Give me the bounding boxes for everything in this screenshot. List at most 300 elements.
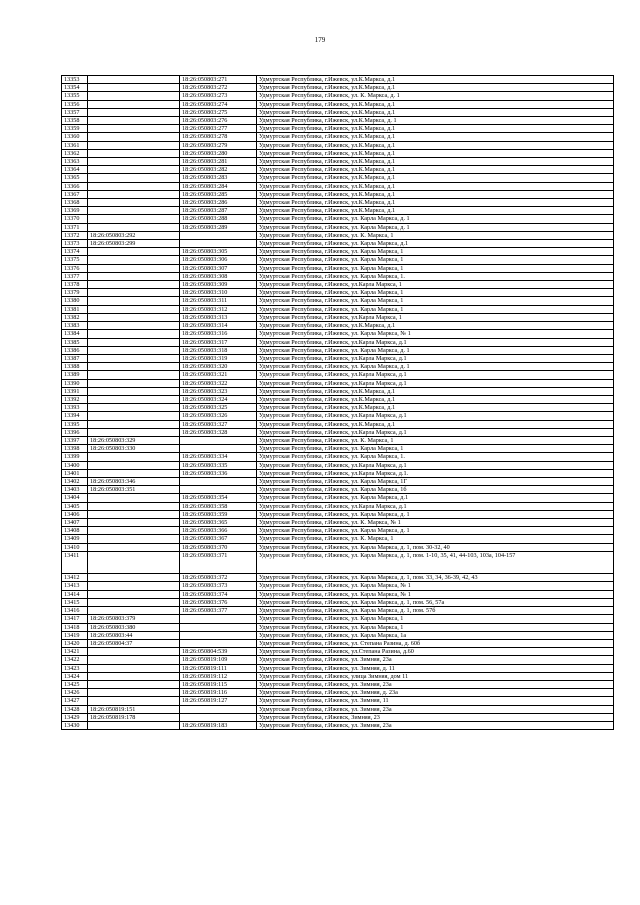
cadastral-number-b-cell: 18:26:050803:289 — [180, 223, 257, 231]
cadastral-number-b-cell — [180, 445, 257, 453]
cadastral-number-a-cell — [88, 313, 180, 321]
table-row — [62, 623, 614, 631]
row-number-cell: 13357 — [62, 108, 88, 116]
table-row — [62, 469, 614, 477]
address-cell: Удмуртская Республика, г.Ижевск, ул. Карла Маркса, 1 — [257, 248, 614, 256]
row-number-cell: 13404 — [62, 494, 88, 502]
table-row — [62, 199, 614, 207]
row-number-cell: 13430 — [62, 721, 88, 729]
address-cell: Удмуртская Республика, г.Ижевск, ул.Карла Маркса, д.1 — [257, 338, 614, 346]
row-number-cell: 13420 — [62, 639, 88, 647]
address-cell: Удмуртская Республика, г.Ижевск, ул.К.Маркса, д.1 — [257, 76, 614, 84]
address-cell: Удмуртская Республика, г.Ижевск, ул. К. Маркса, 1 — [257, 231, 614, 239]
table-row — [62, 215, 614, 223]
address-cell: Удмуртская Республика, г.Ижевск, ул.Карла Маркса, д.1 — [257, 412, 614, 420]
table-row — [62, 486, 614, 494]
cadastral-number-a-cell: 18:26:050819:178 — [88, 713, 180, 721]
table-row — [62, 379, 614, 387]
cadastral-number-b-cell — [180, 631, 257, 639]
table-row — [62, 615, 614, 623]
cadastral-number-b-cell: 18:26:050819:111 — [180, 664, 257, 672]
table-row — [62, 100, 614, 108]
cadastral-number-a-cell — [88, 680, 180, 688]
address-cell: Удмуртская Республика, г.Ижевск, ул. Карла Маркса, д. 1 — [257, 346, 614, 354]
cadastral-number-a-cell — [88, 420, 180, 428]
table-row — [62, 248, 614, 256]
cadastral-number-b-cell: 18:26:050803:321 — [180, 371, 257, 379]
row-number-cell: 13409 — [62, 535, 88, 543]
cadastral-number-b-cell: 18:26:050803:367 — [180, 535, 257, 543]
cadastral-number-a-cell — [88, 297, 180, 305]
address-cell: Удмуртская Республика, г.Ижевск, ул.К.Маркса, д.1 — [257, 174, 614, 182]
cadastral-number-a-cell — [88, 330, 180, 338]
cadastral-number-b-cell: 18:26:050803:308 — [180, 272, 257, 280]
row-number-cell: 13378 — [62, 281, 88, 289]
address-cell: Удмуртская Республика, г.Ижевск, ул.К.Маркса, д.1 — [257, 108, 614, 116]
row-number-cell: 13358 — [62, 117, 88, 125]
cadastral-number-b-cell: 18:26:050803:359 — [180, 510, 257, 518]
table-row — [62, 264, 614, 272]
table-row — [62, 551, 614, 574]
table-row — [62, 207, 614, 215]
row-number-cell: 13408 — [62, 527, 88, 535]
table-row — [62, 404, 614, 412]
table-row — [62, 527, 614, 535]
address-cell: Удмуртская Республика, г.Ижевск, ул. Зимняя, 23а — [257, 680, 614, 688]
address-cell: Удмуртская Республика, г.Ижевск, ул. Карла Маркса, 1 — [257, 615, 614, 623]
cadastral-number-b-cell: 18:26:050819:112 — [180, 672, 257, 680]
cadastral-number-b-cell: 18:26:050803:274 — [180, 100, 257, 108]
cadastral-number-b-cell: 18:26:050803:318 — [180, 346, 257, 354]
address-cell: Удмуртская Республика, г.Ижевск, ул. Карла Маркса, 1 — [257, 289, 614, 297]
cadastral-number-a-cell — [88, 141, 180, 149]
row-number-cell: 13390 — [62, 379, 88, 387]
cadastral-number-a-cell — [88, 305, 180, 313]
cadastral-number-a-cell — [88, 281, 180, 289]
address-cell: Удмуртская Республика, г.Ижевск, ул.К.Маркса, д.1 — [257, 141, 614, 149]
table-row — [62, 705, 614, 713]
table-row — [62, 574, 614, 582]
table-row — [62, 84, 614, 92]
address-cell: Удмуртская Республика, г.Ижевск, ул. Карла Маркса, д. 1, пом. 33, 34, 36-39, 42, 43 — [257, 574, 614, 582]
table-row — [62, 502, 614, 510]
cadastral-number-b-cell: 18:26:050803:325 — [180, 404, 257, 412]
address-cell: Удмуртская Республика, г.Ижевск, ул.Карла Маркса, д.1 — [257, 379, 614, 387]
cadastral-number-b-cell: 18:26:050803:377 — [180, 607, 257, 615]
cadastral-number-b-cell: 18:26:050803:371 — [180, 551, 257, 574]
cadastral-number-a-cell — [88, 158, 180, 166]
cadastral-number-b-cell: 18:26:050803:307 — [180, 264, 257, 272]
row-number-cell: 13368 — [62, 199, 88, 207]
address-cell: Удмуртская Республика, г.Ижевск, ул. Карла Маркса, д. 1, пом. 57б — [257, 607, 614, 615]
row-number-cell: 13428 — [62, 705, 88, 713]
table-row — [62, 166, 614, 174]
cadastral-number-a-cell — [88, 395, 180, 403]
cadastral-number-a-cell: 18:26:050803:346 — [88, 477, 180, 485]
table-row — [62, 190, 614, 198]
cadastral-number-a-cell — [88, 199, 180, 207]
cadastral-number-b-cell: 18:26:050803:334 — [180, 453, 257, 461]
row-number-cell: 13398 — [62, 445, 88, 453]
cadastral-number-b-cell: 18:26:050803:310 — [180, 289, 257, 297]
cadastral-number-b-cell: 18:26:050803:327 — [180, 420, 257, 428]
address-cell: Удмуртская Республика, г.Ижевск, ул. Карла Маркса, д.1 — [257, 240, 614, 248]
address-cell: Удмуртская Республика, г.Ижевск, ул.К.Маркса, д.1 — [257, 207, 614, 215]
address-cell: Удмуртская Республика, г.Ижевск, ул.К.Маркса, д.1 — [257, 182, 614, 190]
table-row — [62, 461, 614, 469]
address-cell: Удмуртская Республика, г.Ижевск, ул. Зимняя, 23а — [257, 705, 614, 713]
cadastral-number-a-cell: 18:26:050819:151 — [88, 705, 180, 713]
cadastral-number-b-cell: 18:26:050803:277 — [180, 125, 257, 133]
cadastral-number-b-cell: 18:26:050803:316 — [180, 330, 257, 338]
cadastral-number-b-cell — [180, 705, 257, 713]
cadastral-number-b-cell: 18:26:050819:183 — [180, 721, 257, 729]
cadastral-number-a-cell: 18:26:050803:329 — [88, 436, 180, 444]
row-number-cell: 13394 — [62, 412, 88, 420]
cadastral-number-b-cell: 18:26:050803:324 — [180, 395, 257, 403]
table-row — [62, 281, 614, 289]
table-row — [62, 607, 614, 615]
address-cell: Удмуртская Республика, г.Ижевск, ул. Карла Маркса, д. 1, пом. 56, 57а — [257, 598, 614, 606]
address-cell: Удмуртская Республика, г.Ижевск, ул.Карла Маркса, д.1 — [257, 502, 614, 510]
table-row — [62, 231, 614, 239]
table-row — [62, 272, 614, 280]
row-number-cell: 13370 — [62, 215, 88, 223]
address-cell: Удмуртская Республика, г.Ижевск, ул.Карла Маркса, д.1 — [257, 371, 614, 379]
cadastral-number-b-cell: 18:26:050803:373 — [180, 582, 257, 590]
row-number-cell: 13403 — [62, 486, 88, 494]
address-cell: Удмуртская Республика, г.Ижевск, ул.К.Маркса, д.1 — [257, 190, 614, 198]
cadastral-number-b-cell: 18:26:050819:115 — [180, 680, 257, 688]
table-row — [62, 182, 614, 190]
cadastral-number-a-cell — [88, 108, 180, 116]
cadastral-number-b-cell: 18:26:050819:127 — [180, 697, 257, 705]
row-number-cell: 13382 — [62, 313, 88, 321]
cadastral-number-b-cell: 18:26:050803:354 — [180, 494, 257, 502]
cadastral-number-b-cell: 18:26:050803:287 — [180, 207, 257, 215]
cadastral-number-a-cell — [88, 494, 180, 502]
cadastral-number-b-cell: 18:26:050803:374 — [180, 590, 257, 598]
table-row — [62, 305, 614, 313]
table-row — [62, 92, 614, 100]
address-cell: Удмуртская Республика, г.Ижевск, ул.К.Маркса, д.1 — [257, 199, 614, 207]
table-row — [62, 543, 614, 551]
cadastral-number-b-cell — [180, 623, 257, 631]
address-cell: Удмуртская Республика, г.Ижевск, ул. Зимняя, 23а — [257, 656, 614, 664]
cadastral-number-a-cell — [88, 264, 180, 272]
cadastral-number-a-cell — [88, 412, 180, 420]
row-number-cell: 13367 — [62, 190, 88, 198]
address-cell: Удмуртская Республика, г.Ижевск, ул. Карла Маркса, 1. — [257, 272, 614, 280]
row-number-cell: 13421 — [62, 648, 88, 656]
cadastral-number-b-cell: 18:26:050803:322 — [180, 379, 257, 387]
row-number-cell: 13392 — [62, 395, 88, 403]
address-cell: Удмуртская Республика, г.Ижевск, ул. Карла Маркса, д. 1 — [257, 527, 614, 535]
cadastral-number-b-cell — [180, 639, 257, 647]
cadastral-number-a-cell: 18:26:050803:330 — [88, 445, 180, 453]
cadastral-number-a-cell — [88, 174, 180, 182]
cadastral-number-b-cell: 18:26:050803:335 — [180, 461, 257, 469]
cadastral-number-b-cell: 18:26:050803:276 — [180, 117, 257, 125]
table-row — [62, 697, 614, 705]
cadastral-number-a-cell — [88, 256, 180, 264]
address-cell: Удмуртская Республика, г.Ижевск, ул. К. Маркса, 1 — [257, 535, 614, 543]
cadastral-number-a-cell — [88, 551, 180, 574]
row-number-cell: 13364 — [62, 166, 88, 174]
row-number-cell: 13381 — [62, 305, 88, 313]
cadastral-number-b-cell: 18:26:050803:328 — [180, 428, 257, 436]
cadastral-number-b-cell: 18:26:050819:116 — [180, 689, 257, 697]
row-number-cell: 13356 — [62, 100, 88, 108]
row-number-cell: 13373 — [62, 240, 88, 248]
table-row — [62, 445, 614, 453]
cadastral-number-b-cell: 18:26:050803:326 — [180, 412, 257, 420]
cadastral-number-b-cell: 18:26:050803:280 — [180, 149, 257, 157]
row-number-cell: 13391 — [62, 387, 88, 395]
address-cell: Удмуртская Республика, г.Ижевск, ул. Карла Маркса, д. 1 — [257, 363, 614, 371]
table-row — [62, 510, 614, 518]
cadastral-number-a-cell — [88, 543, 180, 551]
cadastral-number-a-cell — [88, 469, 180, 477]
cadastral-number-a-cell — [88, 656, 180, 664]
row-number-cell: 13387 — [62, 354, 88, 362]
table-row — [62, 363, 614, 371]
cadastral-number-b-cell: 18:26:050803:283 — [180, 174, 257, 182]
cadastral-number-a-cell — [88, 92, 180, 100]
row-number-cell: 13383 — [62, 322, 88, 330]
cadastral-number-b-cell: 18:26:050803:314 — [180, 322, 257, 330]
cadastral-number-a-cell — [88, 207, 180, 215]
table-row — [62, 713, 614, 721]
table-row — [62, 631, 614, 639]
table-row — [62, 256, 614, 264]
cadastral-number-a-cell — [88, 697, 180, 705]
cadastral-number-b-cell: 18:26:050803:366 — [180, 527, 257, 535]
row-number-cell: 13416 — [62, 607, 88, 615]
cadastral-number-b-cell: 18:26:050803:271 — [180, 76, 257, 84]
cadastral-number-a-cell — [88, 574, 180, 582]
cadastral-number-a-cell — [88, 598, 180, 606]
cadastral-number-b-cell — [180, 477, 257, 485]
row-number-cell: 13419 — [62, 631, 88, 639]
cadastral-number-a-cell — [88, 76, 180, 84]
address-cell: Удмуртская Республика, г.Ижевск, ул. Карла Маркса, 1 — [257, 305, 614, 313]
table-row — [62, 436, 614, 444]
cadastral-number-a-cell: 18:26:050803:379 — [88, 615, 180, 623]
cadastral-number-a-cell — [88, 404, 180, 412]
row-number-cell: 13399 — [62, 453, 88, 461]
cadastral-number-a-cell — [88, 428, 180, 436]
table-row — [62, 428, 614, 436]
cadastral-number-a-cell — [88, 289, 180, 297]
row-number-cell: 13412 — [62, 574, 88, 582]
cadastral-number-b-cell: 18:26:050803:281 — [180, 158, 257, 166]
row-number-cell: 13427 — [62, 697, 88, 705]
address-cell: Удмуртская Республика, г.Ижевск, ул.Карла Маркса, д.1. — [257, 469, 614, 477]
address-cell: Удмуртская Республика, г.Ижевск, Зимняя, 23 — [257, 713, 614, 721]
cadastral-number-a-cell — [88, 248, 180, 256]
row-number-cell: 13361 — [62, 141, 88, 149]
table-row — [62, 639, 614, 647]
page-number: 179 — [314, 36, 326, 44]
row-number-cell: 13374 — [62, 248, 88, 256]
address-cell: Удмуртская Республика, г.Ижевск, ул. К. Маркса, д. 1 — [257, 92, 614, 100]
row-number-cell: 13396 — [62, 428, 88, 436]
address-cell: Удмуртская Республика, г.Ижевск, ул.К.Маркса, д. 1 — [257, 117, 614, 125]
table-row — [62, 590, 614, 598]
table-row — [62, 535, 614, 543]
address-cell: Удмуртская Республика, г.Ижевск, ул. Карла Маркса, 1 — [257, 623, 614, 631]
table-row — [62, 223, 614, 231]
row-number-cell: 13424 — [62, 672, 88, 680]
row-number-cell: 13377 — [62, 272, 88, 280]
address-cell: Удмуртская Республика, г.Ижевск, ул. Зимняя, 23а — [257, 721, 614, 729]
address-cell: Удмуртская Республика, г.Ижевск, ул. Карла Маркса, 1 — [257, 256, 614, 264]
cadastral-number-a-cell — [88, 354, 180, 362]
table-row — [62, 158, 614, 166]
cadastral-number-b-cell: 18:26:050803:273 — [180, 92, 257, 100]
address-cell: Удмуртская Республика, г.Ижевск, ул.К.Маркса, д.1 — [257, 404, 614, 412]
cadastral-number-b-cell: 18:26:050803:305 — [180, 248, 257, 256]
row-number-cell: 13407 — [62, 518, 88, 526]
cadastral-number-b-cell: 18:26:050803:358 — [180, 502, 257, 510]
row-number-cell: 13375 — [62, 256, 88, 264]
cadastral-number-a-cell — [88, 363, 180, 371]
table-row — [62, 322, 614, 330]
cadastral-number-a-cell — [88, 125, 180, 133]
table-row — [62, 412, 614, 420]
cadastral-number-b-cell — [180, 615, 257, 623]
address-cell: Удмуртская Республика, г.Ижевск, ул.Карла Маркса, д.1 — [257, 428, 614, 436]
address-cell: Удмуртская Республика, г.Ижевск, ул. Зимняя, д. 11 — [257, 664, 614, 672]
cadastral-number-a-cell: 18:26:050803:292 — [88, 231, 180, 239]
address-cell: Удмуртская Республика, г.Ижевск, ул. К. Маркса, 1 — [257, 436, 614, 444]
cadastral-number-a-cell — [88, 223, 180, 231]
row-number-cell: 13393 — [62, 404, 88, 412]
cadastral-number-a-cell — [88, 453, 180, 461]
address-cell: Удмуртская Республика, г.Ижевск, ул. Карла Маркса, д. 1 — [257, 223, 614, 231]
address-cell: Удмуртская Республика, г.Ижевск, ул. Карла Маркса, 1б — [257, 486, 614, 494]
table-row — [62, 680, 614, 688]
cadastral-number-b-cell: 18:26:050803:372 — [180, 574, 257, 582]
cadastral-number-b-cell: 18:26:050803:365 — [180, 518, 257, 526]
cadastral-number-a-cell — [88, 518, 180, 526]
cadastral-number-b-cell: 18:26:050803:306 — [180, 256, 257, 264]
cadastral-number-a-cell: 18:26:050803:380 — [88, 623, 180, 631]
table-row — [62, 648, 614, 656]
cadastral-number-b-cell: 18:26:050803:272 — [180, 84, 257, 92]
cadastral-number-b-cell: 18:26:050803:282 — [180, 166, 257, 174]
table-row — [62, 346, 614, 354]
address-cell: Удмуртская Республика, г.Ижевск, улица Зимняя, дом 11 — [257, 672, 614, 680]
row-number-cell: 13423 — [62, 664, 88, 672]
row-number-cell: 13426 — [62, 689, 88, 697]
address-cell: Удмуртская Республика, г.Ижевск, ул. Карла Маркса, 1 — [257, 445, 614, 453]
address-cell: Удмуртская Республика, г.Ижевск, ул. Карла Маркса, 1Г — [257, 477, 614, 485]
cadastral-number-b-cell: 18:26:050803:275 — [180, 108, 257, 116]
cadastral-number-b-cell: 18:26:050803:376 — [180, 598, 257, 606]
row-number-cell: 13425 — [62, 680, 88, 688]
table-row — [62, 76, 614, 84]
address-cell: Удмуртская Республика, г.Ижевск, ул.К.Маркса, д.1 — [257, 149, 614, 157]
cadastral-number-b-cell: 18:26:050803:285 — [180, 190, 257, 198]
row-number-cell: 13422 — [62, 656, 88, 664]
address-cell: Удмуртская Республика, г.Ижевск, ул.К.Маркса, д.1 — [257, 158, 614, 166]
row-number-cell: 13405 — [62, 502, 88, 510]
table-row — [62, 108, 614, 116]
address-cell: Удмуртская Республика, г.Ижевск, ул.К.Маркса, д.1 — [257, 395, 614, 403]
address-cell: Удмуртская Республика, г.Ижевск, ул. Карла Маркса, 1. — [257, 453, 614, 461]
cadastral-number-a-cell: 18:26:050803:351 — [88, 486, 180, 494]
cadastral-number-a-cell — [88, 648, 180, 656]
cadastral-number-a-cell — [88, 166, 180, 174]
row-number-cell: 13372 — [62, 231, 88, 239]
cadastral-number-a-cell — [88, 387, 180, 395]
address-cell: Удмуртская Республика, г.Ижевск, ул.К.Маркса, д.1 — [257, 84, 614, 92]
cadastral-number-b-cell — [180, 713, 257, 721]
table-row — [62, 117, 614, 125]
row-number-cell: 13355 — [62, 92, 88, 100]
address-cell: Удмуртская Республика, г.Ижевск, ул.К.Маркса, д.1 — [257, 387, 614, 395]
address-cell: Удмуртская Республика, г.Ижевск, ул.К.Маркса, д.1 — [257, 100, 614, 108]
address-cell: Удмуртская Республика, г.Ижевск, ул.К.Маркса, д.1 — [257, 166, 614, 174]
table-row — [62, 672, 614, 680]
cadastral-number-a-cell: 18:26:050803:44 — [88, 631, 180, 639]
row-number-cell: 13388 — [62, 363, 88, 371]
cadastral-number-b-cell: 18:26:050803:309 — [180, 281, 257, 289]
cadastral-number-a-cell — [88, 461, 180, 469]
table-row — [62, 330, 614, 338]
cadastral-number-a-cell — [88, 672, 180, 680]
row-number-cell: 13363 — [62, 158, 88, 166]
cadastral-number-a-cell — [88, 182, 180, 190]
cadastral-number-a-cell — [88, 607, 180, 615]
cadastral-number-a-cell — [88, 272, 180, 280]
cadastral-number-b-cell: 18:26:050803:370 — [180, 543, 257, 551]
address-cell: Удмуртская Республика, г.Ижевск, ул. Карла Маркса, д. 1, пом. 30-32, 40 — [257, 543, 614, 551]
cadastral-number-a-cell: 18:26:050803:299 — [88, 240, 180, 248]
row-number-cell: 13365 — [62, 174, 88, 182]
row-number-cell: 13369 — [62, 207, 88, 215]
address-cell: Удмуртская Республика, г.Ижевск, ул.Карла Маркса, 1 — [257, 313, 614, 321]
address-cell: Удмуртская Республика, г.Ижевск, ул. Зимняя, 11 — [257, 697, 614, 705]
table-row — [62, 664, 614, 672]
address-cell: Удмуртская Республика, г.Ижевск, ул. К. Маркса, № 1 — [257, 518, 614, 526]
cadastral-number-a-cell — [88, 664, 180, 672]
cadastral-number-a-cell — [88, 84, 180, 92]
table-row — [62, 582, 614, 590]
table-row — [62, 354, 614, 362]
row-number-cell: 13400 — [62, 461, 88, 469]
address-cell: Удмуртская Республика, г.Ижевск, ул.К.Маркса, д.1 — [257, 322, 614, 330]
row-number-cell: 13385 — [62, 338, 88, 346]
address-cell: Удмуртская Республика, г.Ижевск, ул. Карла Маркса, д. 1, пом. 1-10, 35, 41, 44-103, 103а, 104-157 — [257, 551, 614, 574]
row-number-cell: 13384 — [62, 330, 88, 338]
cadastral-number-a-cell — [88, 379, 180, 387]
cadastral-number-a-cell — [88, 215, 180, 223]
cadastral-number-b-cell: 18:26:050803:284 — [180, 182, 257, 190]
registry-table — [61, 75, 614, 730]
cadastral-number-b-cell: 18:26:050803:313 — [180, 313, 257, 321]
address-cell: Удмуртская Республика, г.Ижевск, ул. Карла Маркса, № 1 — [257, 590, 614, 598]
address-cell: Удмуртская Республика, г.Ижевск, ул.Карла Маркса, д.1 — [257, 461, 614, 469]
table-row — [62, 420, 614, 428]
row-number-cell: 13413 — [62, 582, 88, 590]
table-row — [62, 721, 614, 729]
table-row — [62, 477, 614, 485]
cadastral-number-a-cell — [88, 502, 180, 510]
cadastral-number-a-cell — [88, 117, 180, 125]
